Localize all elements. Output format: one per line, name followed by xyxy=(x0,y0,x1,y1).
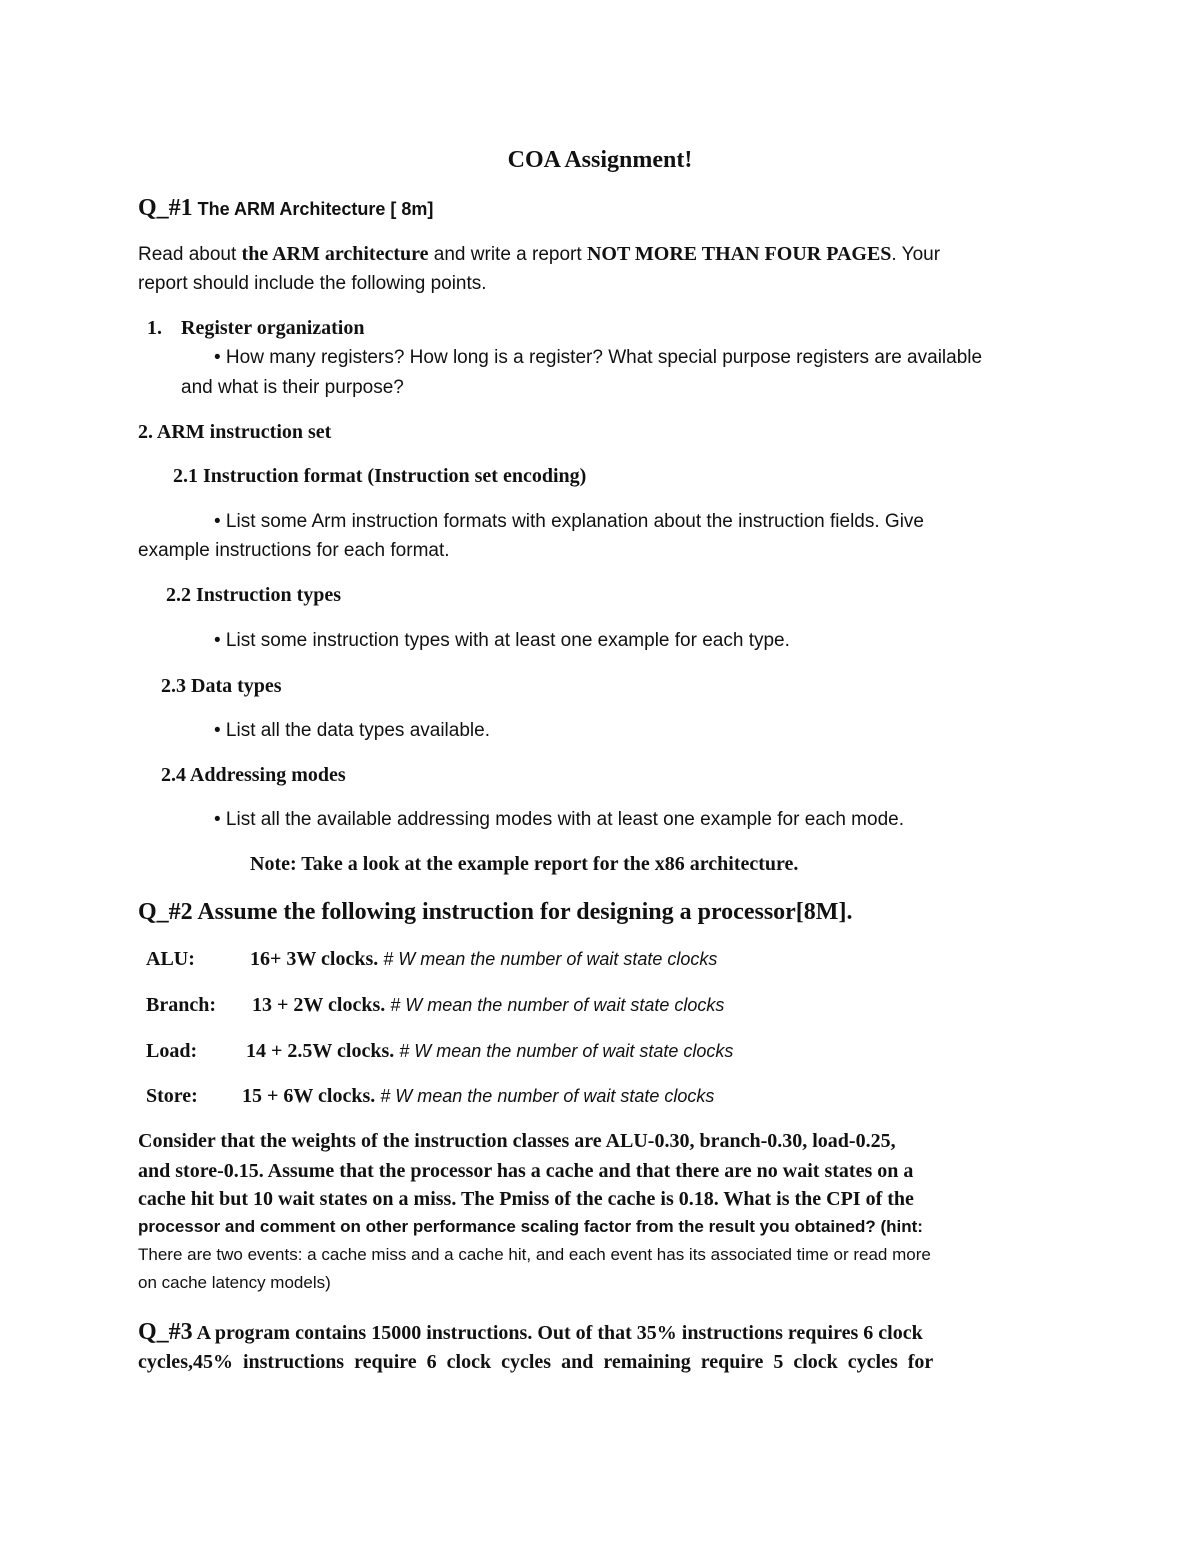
q1-item1-bullet-line2: and what is their purpose? xyxy=(181,377,404,398)
q1-intro-a: Read about xyxy=(138,244,242,265)
q2-row-branch xyxy=(146,995,216,1015)
q1-intro-b: the ARM architecture xyxy=(241,243,429,265)
q1-sub21-bullet-line2: example instructions for each format. xyxy=(138,540,450,561)
q2-row-note: # W mean the number of wait state clocks xyxy=(378,949,718,969)
q2-paragraph-line2: and store-0.15. Assume that the processor has a cache and that there are no wait states on a xyxy=(138,1160,914,1182)
q2-row-note: # W mean the number of wait state clocks xyxy=(375,1086,715,1106)
q1-sub23-bullet: • List all the data types available. xyxy=(214,720,490,741)
q1-item1-bullet-line1: • How many registers? How long is a register? What special purpose registers are available xyxy=(214,347,983,368)
q2-row-formula: 13 + 2W clocks. xyxy=(252,994,386,1016)
q1-sub24-title: 2.4 Addressing modes xyxy=(161,764,346,786)
q2-paragraph-line4: processor and comment on other performance scaling factor from the result you obtained? (hint: xyxy=(138,1217,923,1236)
q2-row-store xyxy=(146,1086,198,1106)
q1-sub22-bullet: • List some instruction types with at least one example for each type. xyxy=(214,630,790,651)
q1-sub21-title: 2.1 Instruction format (Instruction set encoding) xyxy=(173,465,587,487)
q1-sub21-bullet-line1: • List some Arm instruction formats with explanation about the instruction fields. Give xyxy=(214,511,924,532)
q2-row-alu-formula xyxy=(250,949,717,969)
q1-sub23-title: 2.3 Data types xyxy=(161,675,282,697)
q2-row-store-formula xyxy=(242,1086,714,1106)
q1-intro-e: . Your xyxy=(891,244,941,265)
q2-row-branch-formula xyxy=(252,995,724,1015)
q1-item1-num: 1. xyxy=(147,317,162,339)
q3-label: Q_#3 xyxy=(138,1319,193,1345)
q2-paragraph-line3: cache hit but 10 wait states on a miss. The Pmiss of the cache is 0.18. What is the CPI of the xyxy=(138,1188,914,1210)
q1-item1-title: Register organization xyxy=(181,317,365,339)
q1-label: Q_#1 xyxy=(138,195,193,221)
q2-row-load-formula xyxy=(246,1041,733,1061)
q2-row-note: # W mean the number of wait state clocks xyxy=(385,995,725,1015)
q2-row-note: # W mean the number of wait state clocks xyxy=(394,1041,734,1061)
q2-row-formula: 16+ 3W clocks. xyxy=(250,948,379,970)
q2-row-load xyxy=(146,1041,197,1061)
q1-item2-title: 2. ARM instruction set xyxy=(138,421,332,443)
q2-row-name: Load: xyxy=(146,1040,198,1062)
q3-line2: cycles,45% instructions require 6 clock cycles and remaining require 5 clock cycles for xyxy=(138,1351,934,1373)
q1-intro-line1 xyxy=(138,244,940,264)
q1-intro-line2: report should include the following points. xyxy=(138,273,487,294)
q2-paragraph-line5: There are two events: a cache miss and a cache hit, and each event has its associated time or read more xyxy=(138,1245,931,1264)
q1-intro-d: NOT MORE THAN FOUR PAGES xyxy=(586,243,892,265)
q2-row-name: Branch: xyxy=(146,994,216,1016)
q2-row-formula: 14 + 2.5W clocks. xyxy=(246,1040,395,1062)
document-title: COA Assignment! xyxy=(507,147,693,173)
q2-row-name: Store: xyxy=(146,1085,198,1107)
q1-note: Note: Take a look at the example report for the x86 architecture. xyxy=(250,853,799,875)
q2-row-name: ALU: xyxy=(146,948,195,970)
q1-sub22-title: 2.2 Instruction types xyxy=(166,584,342,606)
q1-sub24-bullet: • List all the available addressing modes with at least one example for each mode. xyxy=(214,809,904,830)
q3-line1-text: A program contains 15000 instructions. Out of that 35% instructions requires 6 clock xyxy=(192,1322,923,1344)
q2-row-formula: 15 + 6W clocks. xyxy=(242,1085,376,1107)
q3-line1 xyxy=(138,1320,923,1344)
q2-heading: Q_#2 Assume the following instruction for designing a processor[8M]. xyxy=(138,899,853,925)
q1-title: The ARM Architecture [ 8m] xyxy=(192,199,434,219)
q2-paragraph-line6: on cache latency models) xyxy=(138,1273,331,1292)
q1-heading xyxy=(138,196,433,220)
q2-row-alu xyxy=(146,949,195,969)
q1-intro-c: and write a report xyxy=(428,244,587,265)
q2-paragraph-line1: Consider that the weights of the instruction classes are ALU-0.30, branch-0.30, load-0.25, xyxy=(138,1130,896,1152)
